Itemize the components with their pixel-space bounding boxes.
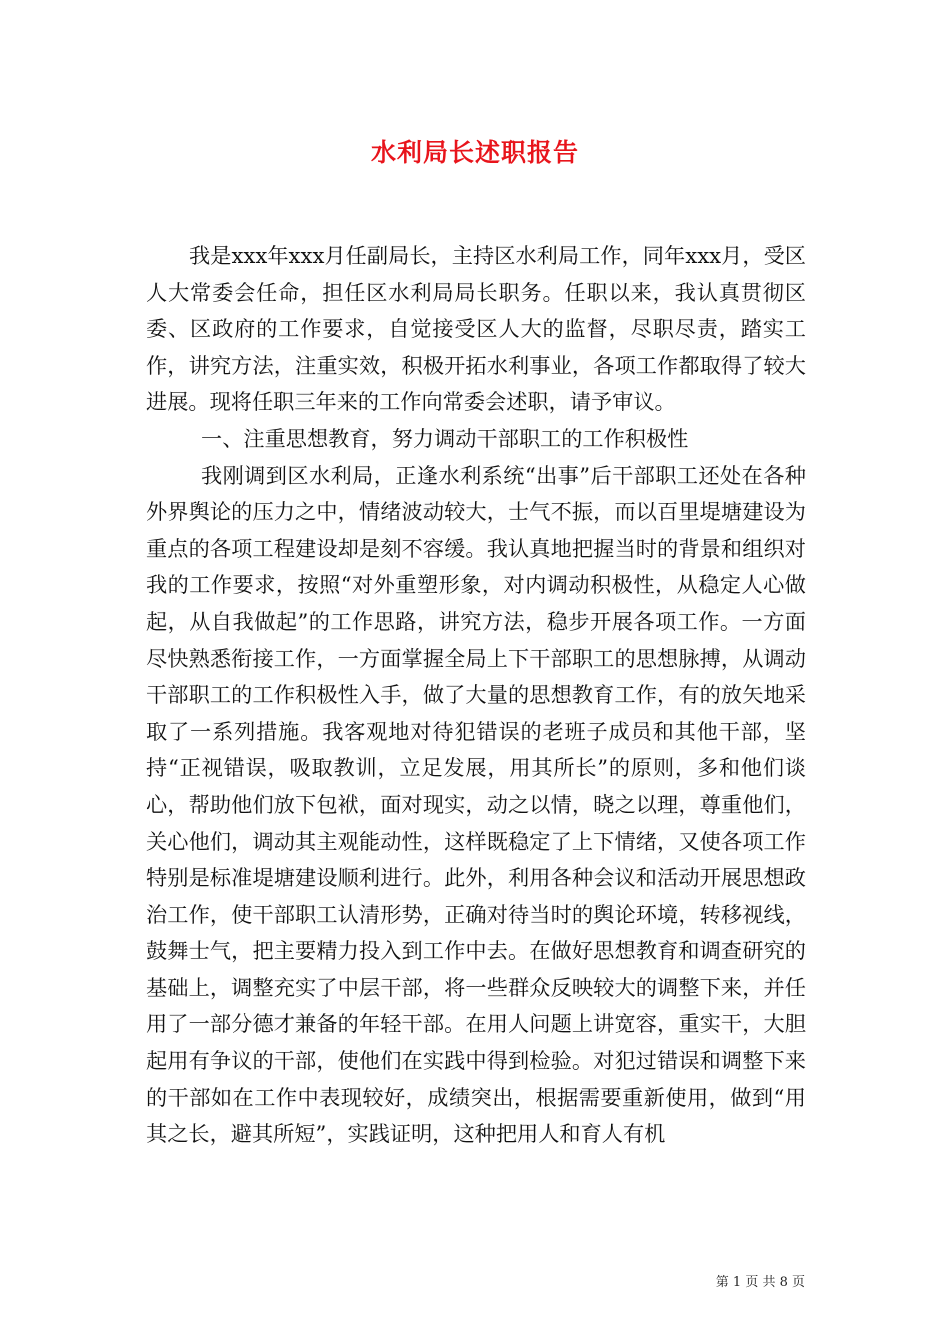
document-title: 水利局长述职报告 [370, 138, 579, 167]
section-paragraph: 我刚调到区水利局，正逢水利系统“出事”后干部职工还处在各种外界舆论的压力之中，情绪波动较大，士气不振，而以百里堤塘建设为重点的各项工程建设却是刻不容缓。我认真地把握当时的背景和组织对我的工作要求，按照“对外重塑形象，对内调动积极性，从稳定人心做起，从自我做起”的工作思路，讲究方法，稳步开展各项工作。一方面尽快熟悉衔接工作，一方面掌握全局上下干部职工的思想脉搏，从调动干部职工的工作积极性入手，做了大量的思想教育工作，有的放矢地采取了一系列措施。我客观地对待犯错误的老班子成员和其他干部，坚持“正视错误，吸取教训，立足发展，用其所长”的原则，多和他们谈心，帮助他们放下包袱，面对现实，动之以情，晓之以理，尊重他们，关心他们，调动其主观能动性，这样既稳定了上下情绪，又使各项工作特别是标准堤塘建设顺利进行。此外，利用各种会议和活动开展思想政治工作，使干部职工认清形势，正确对待当时的舆论环境，转移视线，鼓舞士气，把主要精力投入到工作中去。在做好思想教育和调查研究的基础上，调整充实了中层干部，将一些群众反映较大的调整下来，并任用了一部分德才兼备的年轻干部。在用人问题上讲宽容，重实干，大胆起用有争议的干部，使他们在实践中得到检验。对犯过错误和调整下来的干部如在工作中表现较好，成绩突出，根据需要重新使用，做到“用其之长，避其所短”，实践证明，这种把用人和育人有机 [146, 462, 806, 1147]
document-body [146, 238, 806, 1153]
page-number: 第 1 页 共 8 页 [715, 1275, 805, 1290]
section-heading: 一、注重思想教育，努力调动干部职工的工作积极性 [201, 425, 689, 451]
intro-paragraph: 我是xxx年xxx月任副局长，主持区水利局工作，同年xxx月，受区人大常委会任命，担任区水利局局长职务。任职以来，我认真贯彻区委、区政府的工作要求，自觉接受区人大的监督，尽职尽责，踏实工作，讲究方法，注重实效，积极开拓水利事业，各项工作都取得了较大进展。现将任职三年来的工作向常委会述职，请予审议。 [146, 243, 806, 415]
